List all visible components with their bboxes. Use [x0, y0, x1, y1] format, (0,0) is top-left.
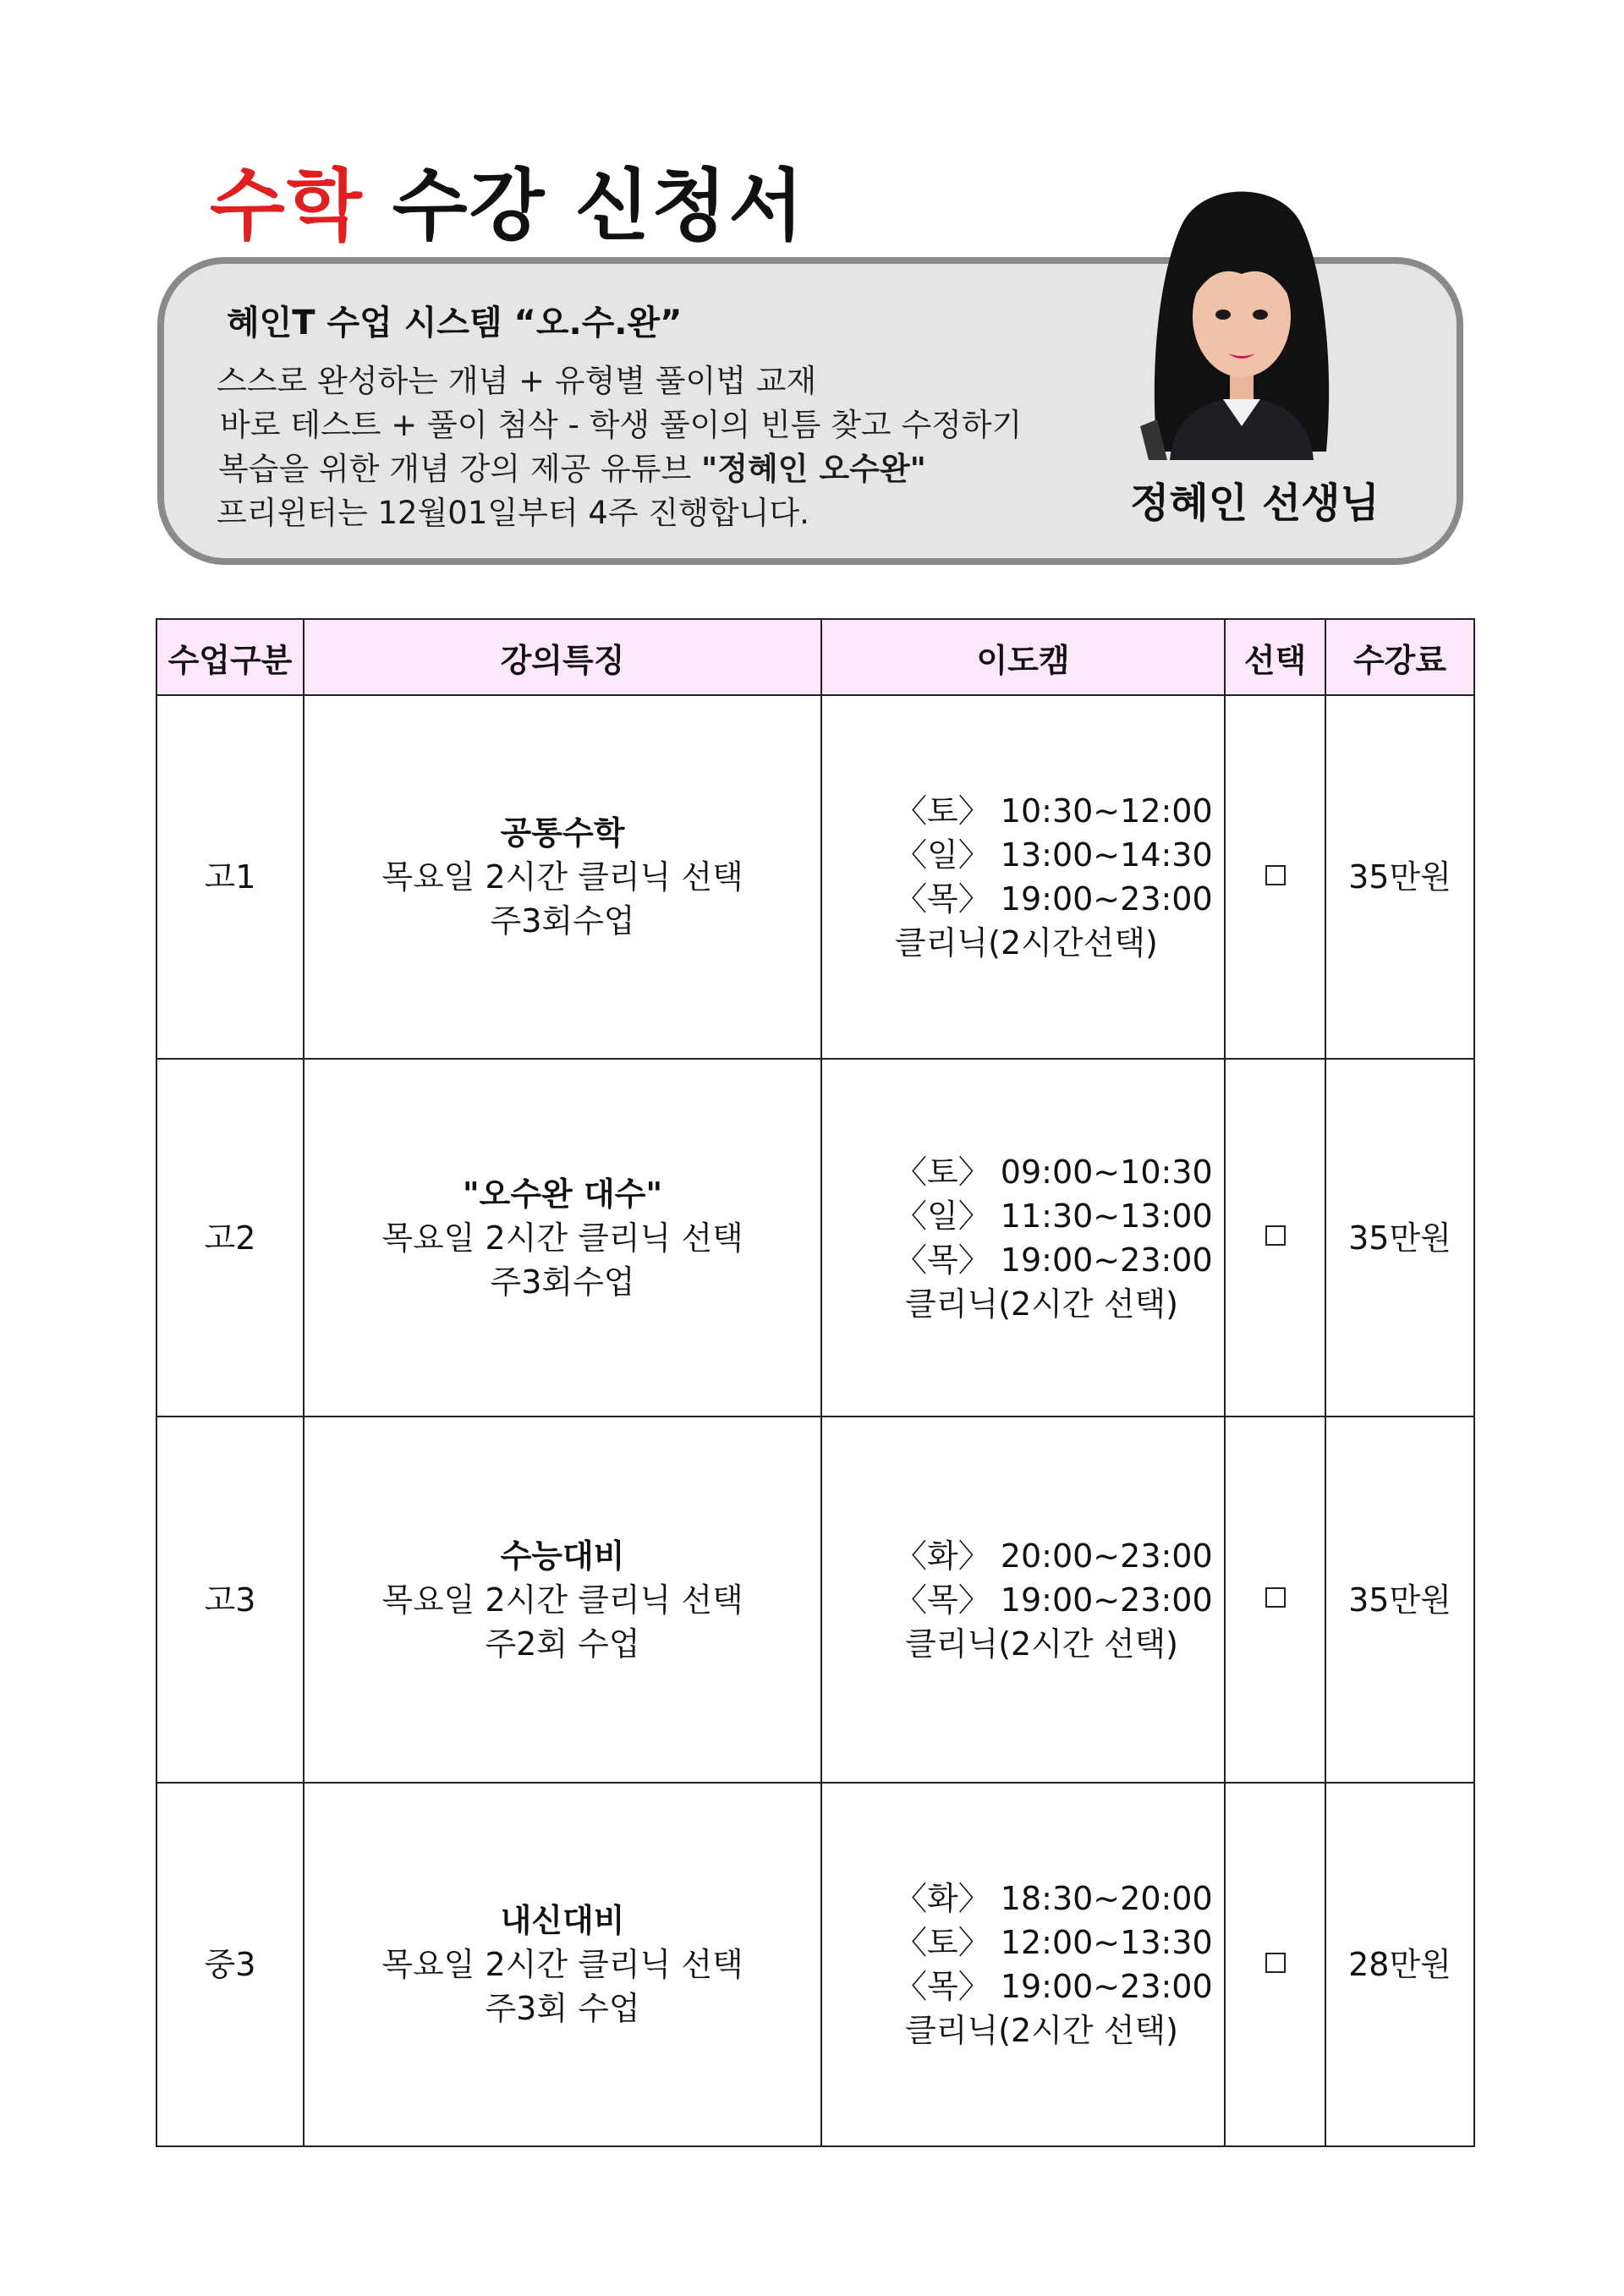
teacher-portrait-illustration — [1123, 173, 1360, 460]
table-row — [156, 1059, 1474, 1417]
schedule-cell — [821, 1059, 1225, 1417]
intro-line-3-text: 복습을 위한 개념 강의 제공 유튜브 — [218, 451, 701, 487]
feature-cell — [304, 1417, 821, 1783]
feature-title: 공통수학 — [500, 814, 625, 852]
feature-title: "오수완 대수" — [462, 1175, 663, 1213]
schedule-cell — [821, 695, 1225, 1059]
feature-cell — [304, 1059, 821, 1417]
schedule-line: 〈토〉 10:30~12:00 — [895, 792, 1213, 830]
feature-cell — [304, 1783, 821, 2146]
feature-line: 목요일 2시간 클리닉 선택 — [381, 858, 743, 896]
intro-line-2: 바로 테스트 + 풀이 첨삭 - 학생 풀이의 빈틈 찾고 수정하기 — [220, 407, 1023, 443]
page-title — [210, 144, 805, 255]
teacher-name: 정혜인 선생님 — [1130, 479, 1380, 527]
grade-cell: 고2 — [156, 1059, 304, 1417]
grade-cell: 고1 — [156, 695, 304, 1059]
feature-line: 목요일 2시간 클리닉 선택 — [381, 1581, 743, 1619]
header-campus: 이도캠 — [821, 619, 1225, 695]
header-select: 선택 — [1225, 619, 1325, 695]
header-features: 강의특징 — [304, 619, 821, 695]
feature-line: 주2회 수업 — [485, 1625, 640, 1663]
header-fee: 수강료 — [1325, 619, 1474, 695]
grade-cell: 중3 — [156, 1783, 304, 2146]
select-checkbox[interactable] — [1265, 865, 1286, 885]
intro-line-3 — [218, 443, 926, 489]
schedule-line: 〈목〉 19:00~23:00 — [895, 880, 1213, 918]
fee-cell: 35만원 — [1325, 1059, 1474, 1417]
schedule-line: 〈목〉 19:00~23:00 — [895, 1968, 1213, 2005]
select-cell — [1225, 695, 1325, 1059]
select-checkbox[interactable] — [1265, 1225, 1286, 1246]
feature-line: 주3회수업 — [490, 1263, 635, 1301]
feature-line: 주3회수업 — [490, 902, 635, 940]
intro-line-1: 스스로 완성하는 개념 + 유형별 풀이법 교재 — [217, 363, 817, 399]
feature-line: 목요일 2시간 클리닉 선택 — [381, 1219, 743, 1257]
header-class-type: 수업구분 — [156, 619, 304, 695]
feature-title: 내신대비 — [500, 1902, 625, 1939]
schedule-line: 〈토〉 12:00~13:30 — [895, 1924, 1213, 1961]
title-rest: 수강 신청서 — [363, 161, 806, 251]
grade-cell: 고3 — [156, 1417, 304, 1783]
select-checkbox[interactable] — [1265, 1953, 1286, 1973]
schedule-line: 〈토〉 09:00~10:30 — [895, 1153, 1213, 1191]
schedule-line: 〈일〉 11:30~13:00 — [895, 1197, 1213, 1235]
youtube-channel-name: "정혜인 오수완" — [700, 451, 926, 487]
feature-cell — [304, 695, 821, 1059]
schedule-line: 〈목〉 19:00~23:00 — [895, 1241, 1213, 1279]
schedule-cell — [821, 1783, 1225, 2146]
table-row — [156, 1417, 1474, 1783]
feature-title: 수능대비 — [500, 1537, 625, 1575]
feature-line: 목요일 2시간 클리닉 선택 — [381, 1946, 743, 1983]
schedule-line: 클리닉(2시간 선택) — [895, 2012, 1178, 2049]
schedule-line: 〈화〉 20:00~23:00 — [895, 1537, 1213, 1575]
schedule-line: 〈목〉 19:00~23:00 — [895, 1581, 1213, 1619]
select-cell — [1225, 1783, 1325, 2146]
intro-heading: 혜인T 수업 시스템 “오.수.완” — [227, 304, 683, 342]
schedule-line: 〈일〉 13:00~14:30 — [895, 836, 1213, 874]
schedule-line: 클리닉(2시간 선택) — [895, 1625, 1178, 1663]
schedule-line: 클리닉(2시간 선택) — [895, 1285, 1178, 1323]
fee-cell: 35만원 — [1325, 1417, 1474, 1783]
table-row — [156, 695, 1474, 1059]
fee-cell: 35만원 — [1325, 695, 1474, 1059]
schedule-line: 〈화〉 18:30~20:00 — [895, 1880, 1213, 1917]
table-row — [156, 1783, 1474, 2146]
course-schedule-table — [156, 618, 1475, 2147]
schedule-line: 클리닉(2시간선택) — [895, 924, 1158, 962]
feature-line: 주3회 수업 — [485, 1990, 640, 2027]
intro-line-4: 프리윈터는 12월01일부터 4주 진행합니다. — [217, 495, 809, 531]
table-header-row — [156, 619, 1474, 695]
fee-cell: 28만원 — [1325, 1783, 1474, 2146]
select-checkbox[interactable] — [1265, 1587, 1286, 1608]
select-cell — [1225, 1059, 1325, 1417]
schedule-cell — [821, 1417, 1225, 1783]
select-cell — [1225, 1417, 1325, 1783]
title-accent: 수학 — [210, 161, 364, 251]
